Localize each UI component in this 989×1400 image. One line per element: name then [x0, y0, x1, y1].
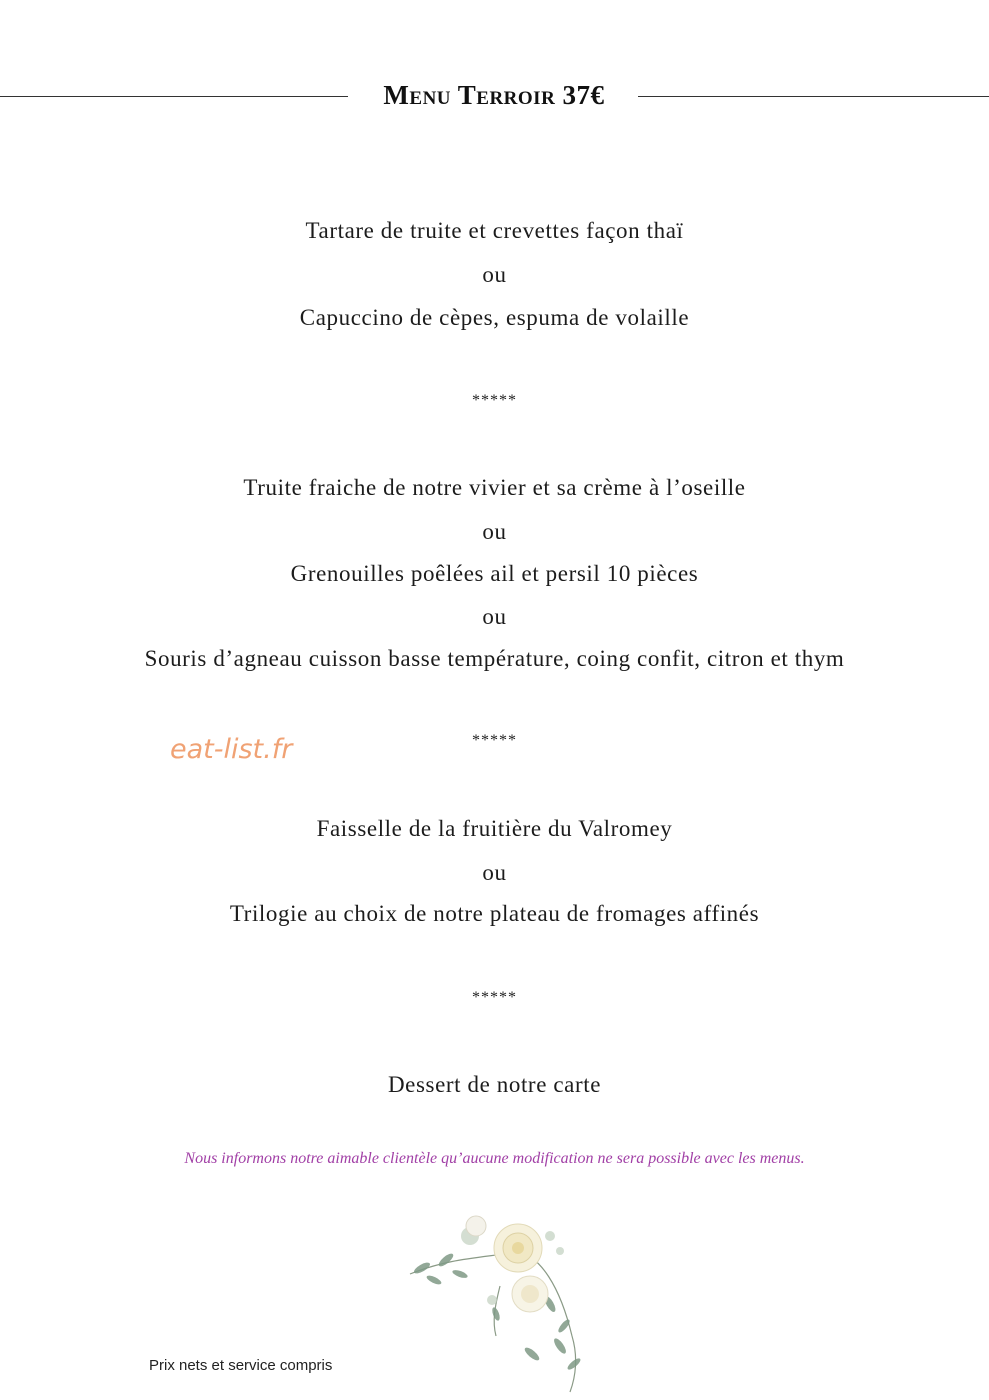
separator-1: *****: [472, 392, 517, 409]
watermark: eat-list.fr: [170, 734, 293, 765]
main-option-2: Grenouilles poêlées ail et persil 10 pièces: [290, 561, 699, 586]
cheese-or-1: ou: [482, 860, 507, 885]
footer-note: Prix nets et service compris: [149, 1357, 333, 1374]
menu-title: Menu Terroir 37€: [383, 80, 605, 110]
main-or-2: ou: [482, 604, 507, 629]
floral-decoration-icon: [400, 1196, 600, 1396]
cheese-option-2: Trilogie au choix de notre plateau de fromages affinés: [229, 901, 760, 926]
main-option-1: Truite fraiche de notre vivier et sa crème à l’oseille: [243, 475, 746, 500]
main-or-1: ou: [482, 519, 507, 544]
header-rule-right: [638, 96, 989, 97]
separator-3: *****: [472, 989, 517, 1006]
main-option-3: Souris d’agneau cuisson basse température, coing confit, citron et thym: [144, 646, 845, 671]
cheese-option-1: Faisselle de la fruitière du Valromey: [316, 816, 673, 841]
starter-option-2: Capuccino de cèpes, espuma de volaille: [299, 305, 690, 330]
menu-notice: Nous informons notre aimable clientèle qu’aucune modification ne sera possible avec les menus.: [184, 1150, 805, 1167]
dessert-item: Dessert de notre carte: [387, 1072, 602, 1097]
separator-2: *****: [472, 732, 517, 749]
starter-option-1: Tartare de truite et crevettes façon thaï: [305, 218, 684, 243]
menu-header: [0, 78, 989, 118]
header-rule-left: [0, 96, 348, 97]
starter-or-1: ou: [482, 262, 507, 287]
